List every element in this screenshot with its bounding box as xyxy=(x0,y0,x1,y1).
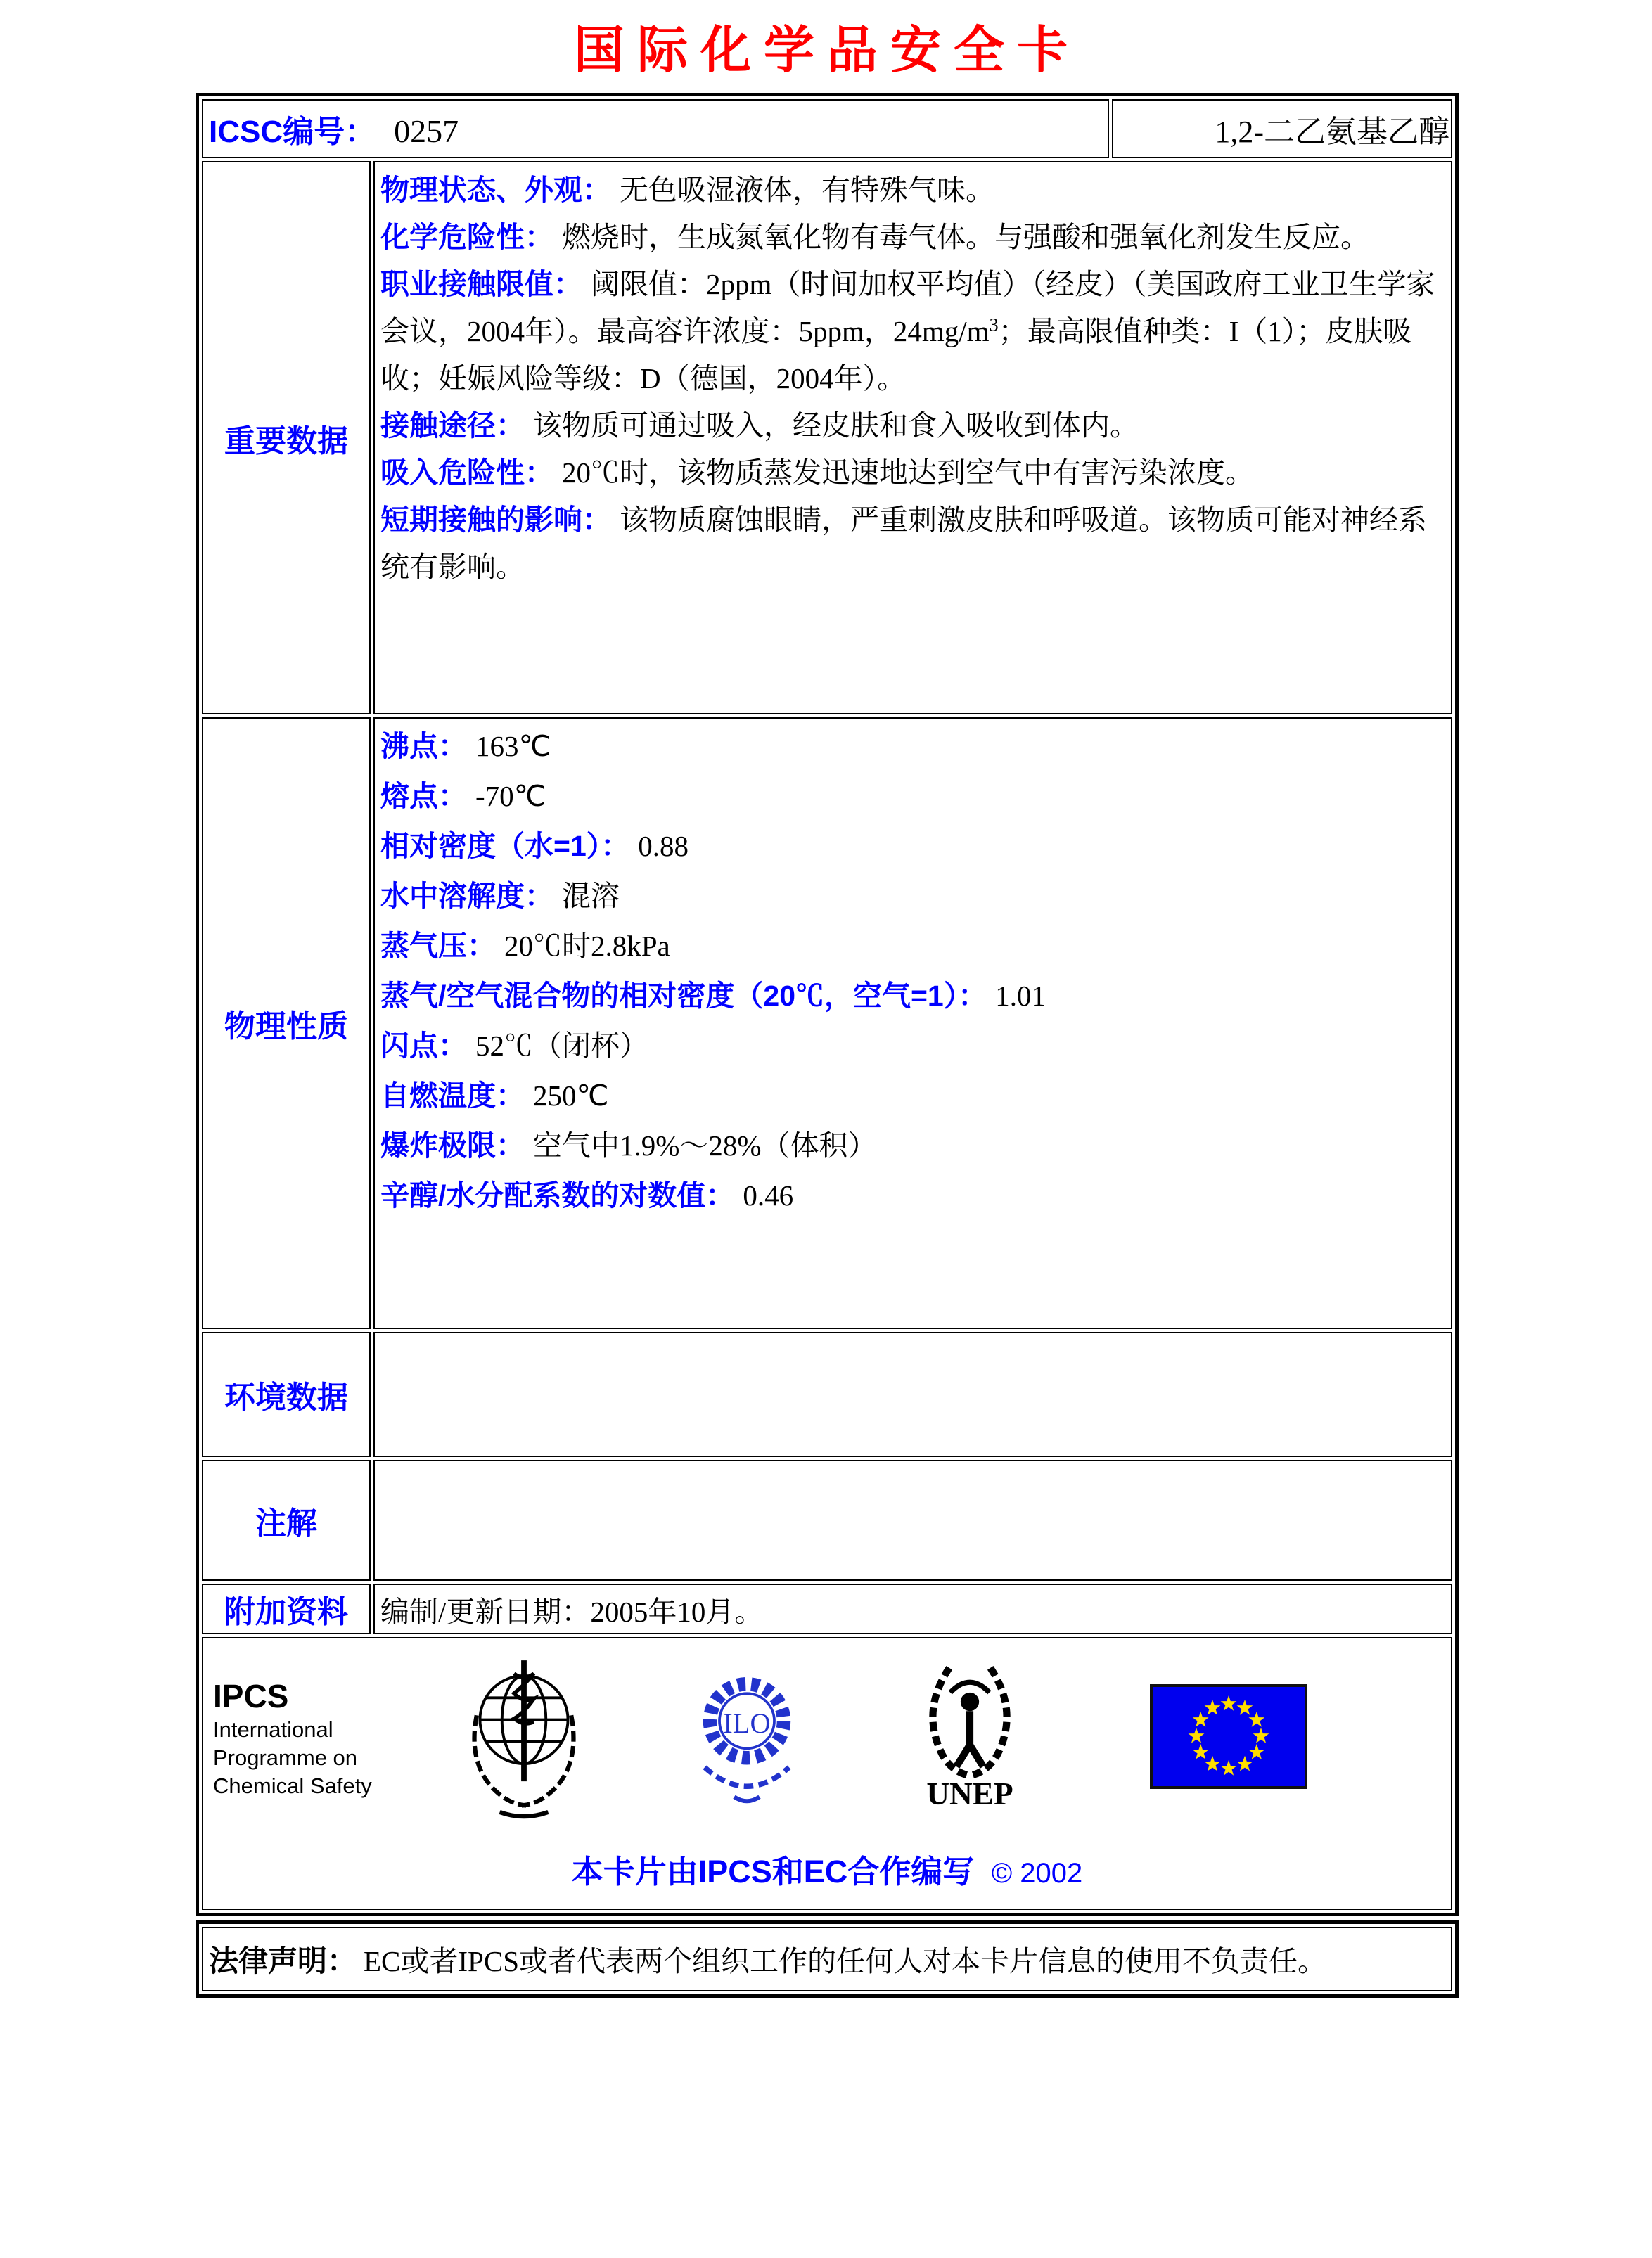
field-label: 闪点： xyxy=(380,1029,467,1062)
physical-property-line: 水中溶解度： 混溶 xyxy=(380,880,620,912)
important-data-item: 接触途径： 该物质可通过吸入，经皮肤和食入吸收到体内。 xyxy=(380,409,1139,442)
page-title: 国际化学品安全卡 xyxy=(573,23,1080,79)
field-label: 蒸气压： xyxy=(380,930,496,962)
ilo-icon xyxy=(694,1662,800,1814)
field-label: 短期接触的影响： xyxy=(380,503,611,536)
field-label: 沸点： xyxy=(380,730,467,762)
field-label: 爆炸极限： xyxy=(380,1129,525,1162)
important-data-item: 职业接触限值： 阈限值：2ppm（时间加权平均值）（经皮）（美国政府工业卫生学家会议，2004年）。最高容许浓度：5ppm，$24mg/m^3$；最高限值种类：I（1）；皮肤吸收；妊娠风险等级：D（德国，2004年）。 xyxy=(380,268,1435,394)
field-label: 职业接触限值： xyxy=(380,268,582,300)
icsc-number-value: 0257 xyxy=(394,113,459,149)
logos-strip xyxy=(203,1648,1451,1828)
ilo-letters: ILO xyxy=(723,1707,771,1739)
legal-table xyxy=(196,1920,1459,1998)
legal-notice xyxy=(202,1927,1452,1991)
physical-property-line: 蒸气/空气混合物的相对密度（20℃，空气=1）： 1.01 xyxy=(380,980,1046,1012)
ipcs-line-3: Chemical Safety xyxy=(213,1773,372,1798)
important-data-item: 吸入危险性： 20℃时，该物质蒸发迅速地达到空气中有害污染浓度。 xyxy=(380,456,1254,489)
physical-property-line: 沸点： 163℃ xyxy=(380,730,551,762)
logos-cell xyxy=(202,1637,1452,1910)
icsc-number-label: ICSC编号： xyxy=(209,115,376,149)
important-data-row xyxy=(202,161,1452,714)
ipcs-acronym: IPCS xyxy=(213,1677,289,1714)
field-label: 物理状态、外观： xyxy=(380,174,611,206)
ipcs-text-block xyxy=(213,1676,424,1800)
main-table xyxy=(196,93,1459,1916)
field-label: 水中溶解度： xyxy=(380,880,553,912)
ipcs-line-1: International xyxy=(213,1717,333,1742)
legal-row xyxy=(202,1927,1452,1991)
physical-properties-row xyxy=(202,717,1452,1329)
additional-info-row xyxy=(202,1584,1452,1634)
header-row xyxy=(202,99,1452,158)
icsc-card xyxy=(196,93,1459,1998)
field-label: 化学危险性： xyxy=(380,221,553,253)
row-label-notes: 注解 xyxy=(202,1460,371,1581)
notes-row xyxy=(202,1460,1452,1581)
physical-property-line: 辛醇/水分配系数的对数值： 0.46 xyxy=(380,1179,794,1212)
unep-letters: UNEP xyxy=(926,1776,1013,1812)
field-label: 相对密度（水=1）： xyxy=(380,830,630,862)
row-label-physical: 物理性质 xyxy=(202,717,371,1329)
important-data-items xyxy=(373,161,1452,714)
ipcs-line-2: Programme on xyxy=(213,1745,358,1770)
important-data-item: 物理状态、外观： 无色吸湿液体，有特殊气味。 xyxy=(380,174,994,206)
logos-row xyxy=(202,1637,1452,1910)
unep-icon xyxy=(916,1660,1023,1816)
physical-property-line: 相对密度（水=1）： 0.88 xyxy=(380,830,689,862)
icsc-number-cell xyxy=(202,99,1109,158)
field-label: 吸入危险性： xyxy=(380,456,553,489)
row-label-important: 重要数据 xyxy=(202,161,371,714)
field-label: 蒸气/空气混合物的相对密度（20℃，空气=1）： xyxy=(380,980,987,1012)
legal-label: 法律声明： xyxy=(209,1944,357,1977)
physical-properties-items xyxy=(373,717,1452,1329)
caption-text: 本卡片由IPCS和EC合作编写 xyxy=(571,1854,975,1890)
chemical-name: 1,2-二乙氨基乙醇 xyxy=(1112,99,1452,158)
field-label: 自燃温度： xyxy=(380,1079,525,1112)
legal-text: EC或者IPCS或者代表两个组织工作的任何人对本卡片信息的使用不负责任。 xyxy=(364,1945,1327,1977)
important-data-item: 短期接触的影响： 该物质腐蚀眼睛，严重刺激皮肤和呼吸道。该物质可能对神经系统有影响。 xyxy=(380,503,1427,583)
physical-property-line: 闪点： 52℃（闭杯） xyxy=(380,1029,648,1062)
physical-property-line: 爆炸极限： 空气中1.9%～28%（体积） xyxy=(380,1129,877,1162)
environmental-data-content xyxy=(373,1332,1452,1457)
who-icon xyxy=(463,1648,584,1828)
additional-info-content: 编制/更新日期：2005年10月。 xyxy=(373,1584,1452,1634)
eu-flag-icon xyxy=(1150,1684,1307,1792)
cooperation-caption xyxy=(203,1846,1451,1892)
row-label-environment: 环境数据 xyxy=(202,1332,371,1457)
physical-property-line: 蒸气压： 20℃时2.8kPa xyxy=(380,930,670,962)
row-label-additional: 附加资料 xyxy=(202,1584,371,1634)
field-label: 接触途径： xyxy=(380,409,525,442)
physical-property-line: 自燃温度： 250℃ xyxy=(380,1079,609,1112)
caption-copyright: © 2002 xyxy=(991,1858,1083,1889)
important-data-item: 化学危险性： 燃烧时，生成氮氧化物有毒气体。与强酸和强氧化剂发生反应。 xyxy=(380,221,1369,253)
notes-content xyxy=(373,1460,1452,1581)
field-label: 熔点： xyxy=(380,780,467,812)
field-label: 辛醇/水分配系数的对数值： xyxy=(380,1179,735,1212)
physical-property-line: 熔点： -70℃ xyxy=(380,780,546,812)
environmental-data-row xyxy=(202,1332,1452,1457)
